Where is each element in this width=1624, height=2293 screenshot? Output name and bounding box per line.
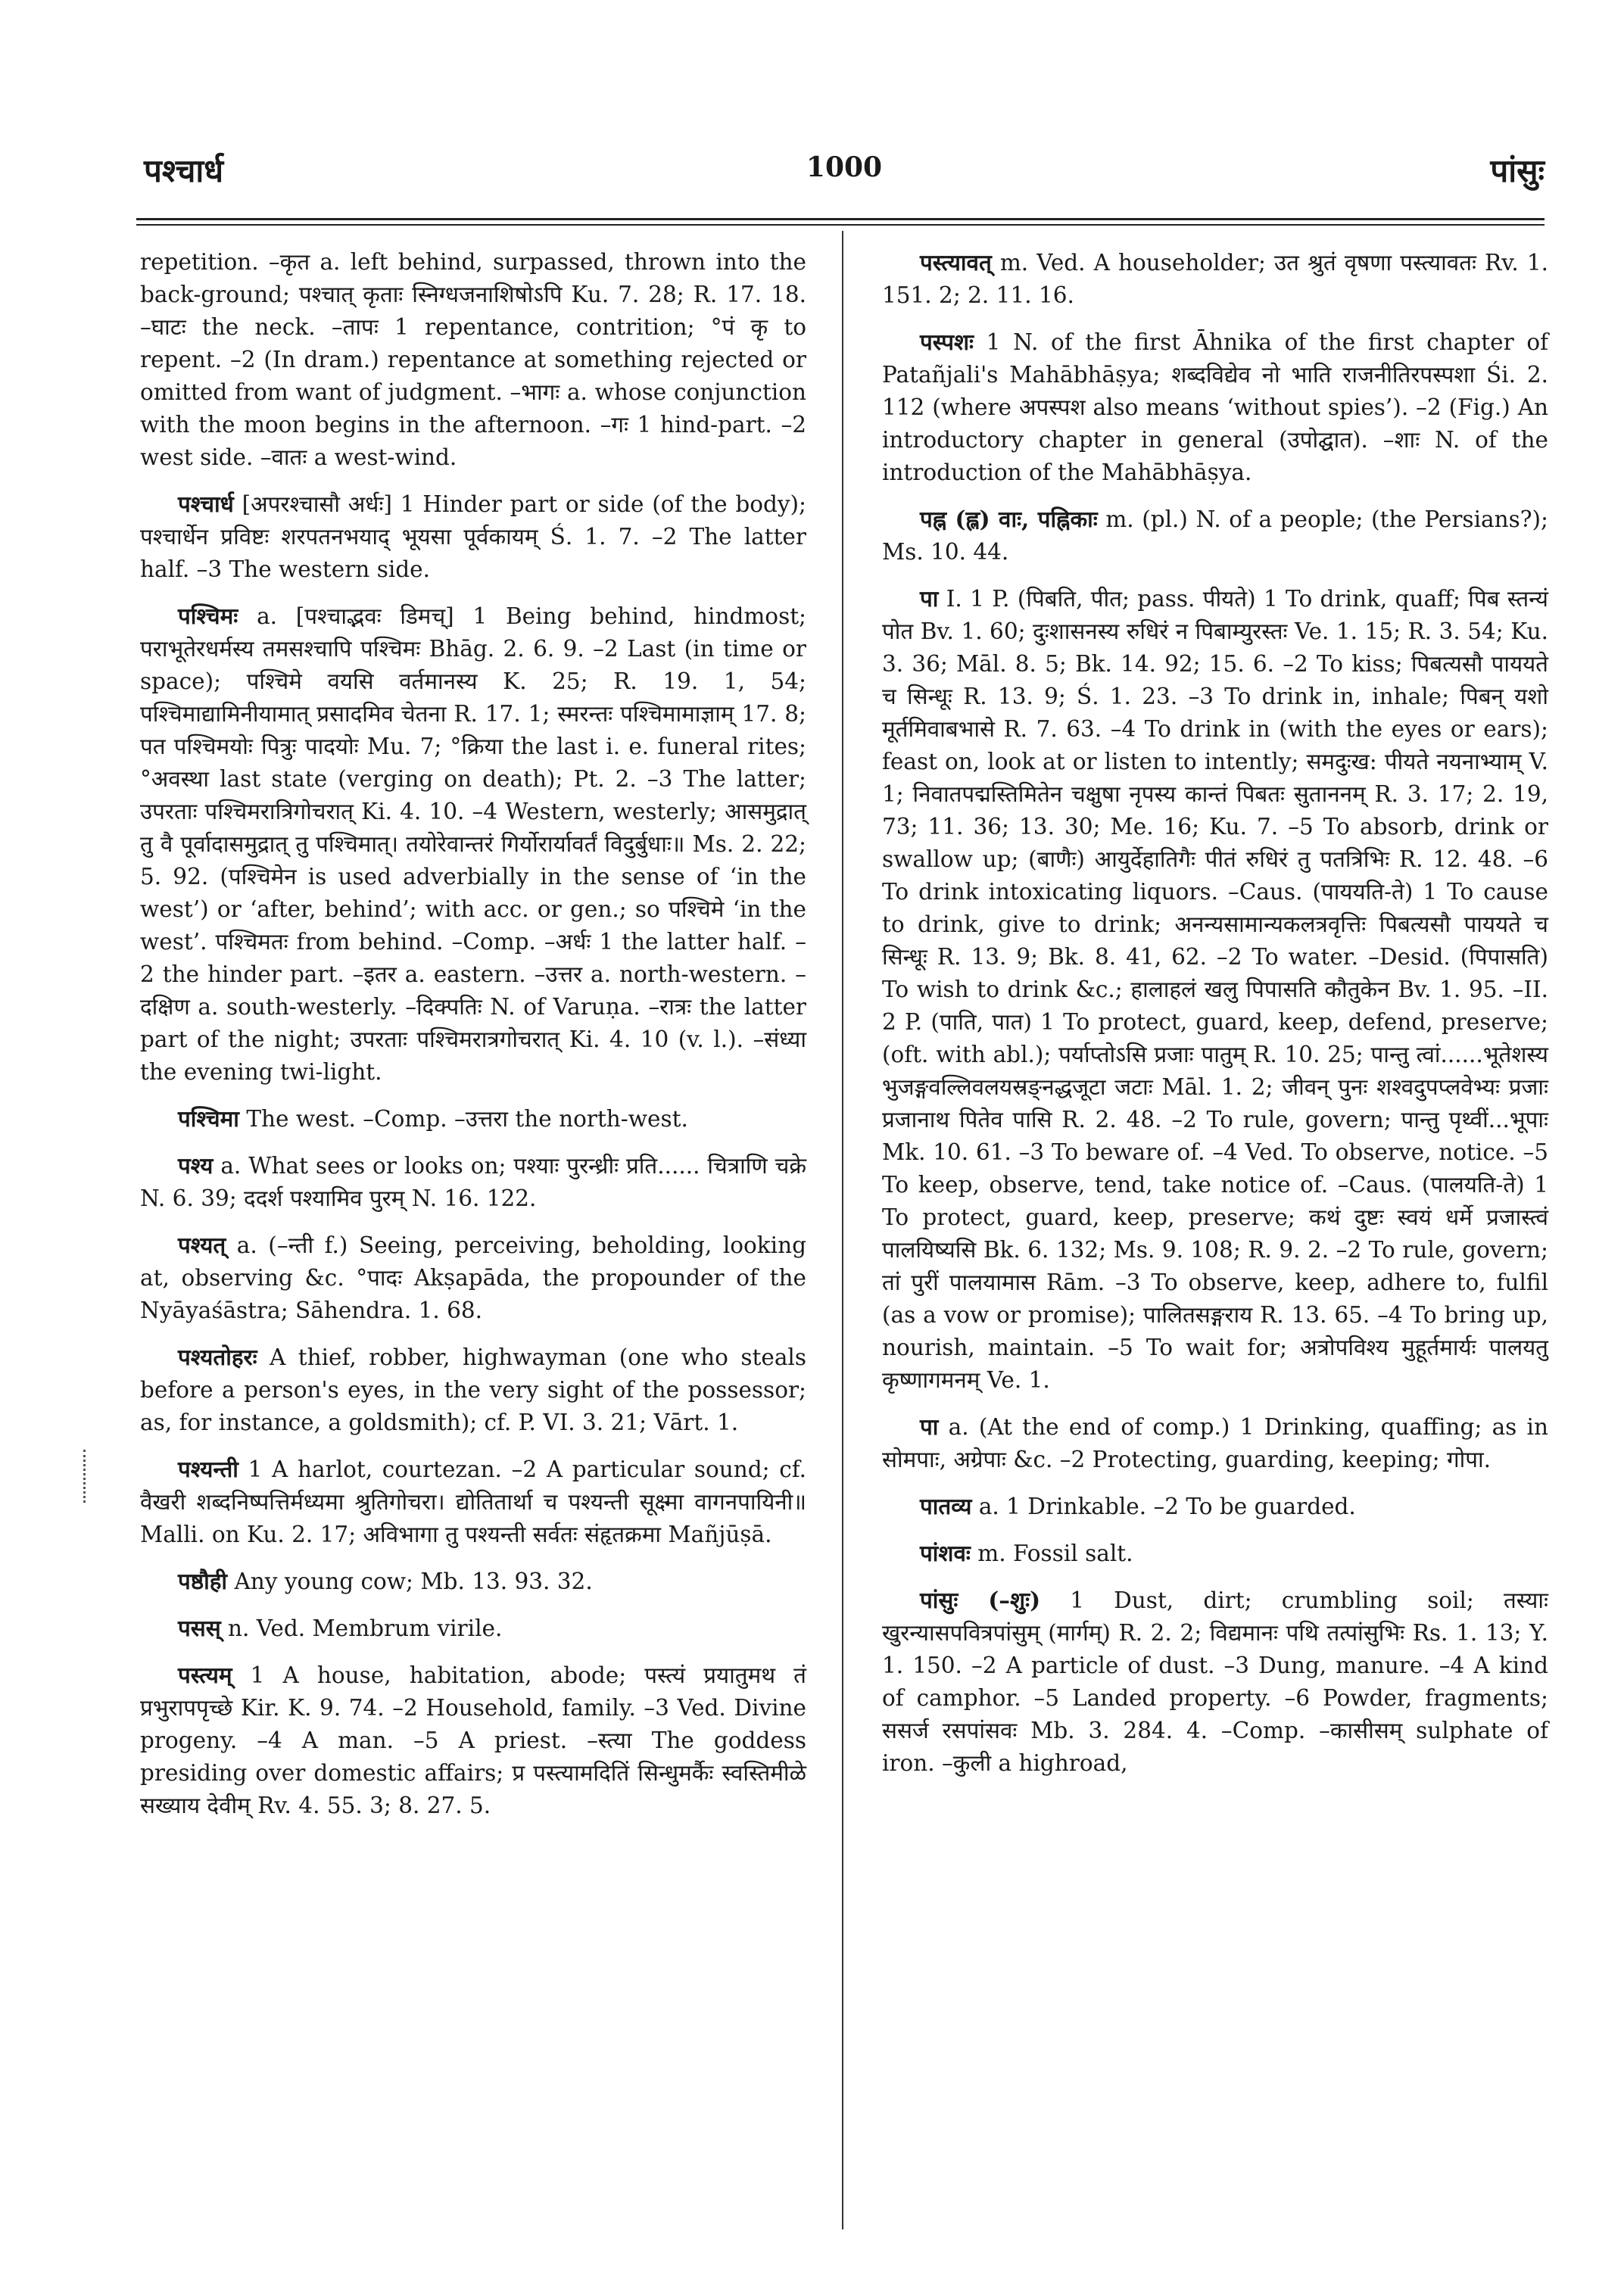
dictionary-entry	[140, 1565, 806, 1598]
entry-definition: A thief, robber, highwayman (one who steals before a person's eyes, in the very sight of the possessor; as, for instance, a goldsmith); cf. P. VI. 3. 21; Vārt. 1.	[140, 1344, 806, 1435]
entry-definition: 1 A harlot, courtezan. –2 A particular sound; cf. वैखरी शब्दनिष्पत्तिर्मध्यमा श्रुतिगोचरा। द्योतितार्था च पश्यन्ती सूक्ष्मा वागनपायिनी॥ Malli. on Ku. 2. 17; अविभागा तु पश्यन्ती सर्वतः संहृतक्रमा Mañjūṣā.	[140, 1456, 806, 1547]
entry-headword: पश्चिमः	[178, 603, 238, 629]
entry-definition: repetition. –कृत a. left behind, surpassed, thrown into the back-ground; पश्चात् कृताः स्निग्धजनाशिषोऽपि Ku. 7. 28; R. 17. 18. –घाटः the neck. –तापः 1 repentance, contrition; °पं कृ to repent. –2 (In dram.) repentance at something rejected or omitted from want of judgment. –भागः a. whose conjunction with the moon begins in the afternoon. –गः 1 hind-part. –2 west side. –वातः a west-wind.	[140, 249, 806, 470]
dictionary-entry	[140, 1149, 806, 1215]
entry-definition: a. 1 Drinkable. –2 To be guarded.	[978, 1494, 1356, 1519]
entry-definition: m. (pl.) N. of a people; (the Persians?); Ms. 10. 44.	[882, 506, 1548, 565]
entry-definition: a. What sees or looks on; पश्याः पुरन्ध्रीः प्रति...... चित्राणि चक्रे N. 6. 39; ददर्श पश्यामिव पुरम् N. 16. 122.	[140, 1153, 806, 1211]
left-column	[140, 246, 806, 1836]
dictionary-entry	[882, 1410, 1548, 1476]
entry-definition: m. Ved. A householder; उत श्रुतं वृषणा पस्त्यावतः Rv. 1. 151. 2; 2. 11. 16.	[882, 250, 1548, 308]
dictionary-entry	[140, 246, 806, 474]
entry-headword: पस्त्यावत्	[920, 249, 992, 276]
entry-headword: पश्चार्ध	[178, 491, 234, 517]
right-column	[882, 246, 1548, 1793]
dictionary-entry	[140, 1612, 806, 1645]
entry-definition: n. Ved. Membrum virile.	[228, 1615, 503, 1641]
entry-definition: Any young cow; Mb. 13. 93. 32.	[234, 1569, 593, 1594]
dictionary-entry	[882, 1584, 1548, 1780]
page-header	[144, 148, 1545, 201]
entry-headword: पा	[920, 585, 939, 612]
dictionary-entry	[882, 326, 1548, 489]
entry-headword: पश्चिमा	[178, 1105, 239, 1132]
entry-headword: पातव्य	[920, 1493, 972, 1519]
header-rule	[136, 218, 1545, 220]
dictionary-entry	[882, 1537, 1548, 1570]
dictionary-entry	[882, 503, 1548, 569]
column-divider	[842, 231, 843, 2229]
dictionary-entry	[140, 1102, 806, 1136]
entry-headword: पश्य	[178, 1152, 214, 1179]
entry-definition: m. Fossil salt.	[977, 1541, 1133, 1566]
entry-headword: पश्यतोहरः	[178, 1344, 257, 1370]
margin-marks	[83, 1450, 90, 1503]
entry-definition: a. (At the end of comp.) 1 Drinking, quaffing; as in सोमपाः, अग्रेपाः &c. –2 Protecting, guarding, keeping; गोपा.	[882, 1414, 1548, 1472]
entry-definition: a. [पश्चाद्भवः डिमच्] 1 Being behind, hindmost; पराभूतेरधर्मस्य तमसश्चापि पश्चिमः Bhāg. 2. 6. 9. –2 Last (in time or space); पश्चिमे वयसि वर्तमानस्य K. 25; R. 19. 1, 54; पश्चिमाद्यामिनीयामात् प्रसादमिव चेतना R. 17. 1; स्मरन्तः पश्चिमामाज्ञाम् 17. 8; पत पश्चिमयोः पित्रुः पादयोः Mu. 7; °क्रिया the last i. e. funeral rites; °अवस्था last state (verging on death); Pt. 2. –3 The latter; उपरताः पश्चिमरात्रिगोचरात् Ki. 4. 10. –4 Western, westerly; आसमुद्रात् तु वै पूर्वादासमुद्रात् तु पश्चिमात्। तयोरेवान्तरं गिर्योरार्यावर्तं विदुर्बुधाः॥ Ms. 2. 22; 5. 92. (पश्चिमेन is used adverbially in the sense of ‘in the west’) or ‘after, behind’; with acc. or gen.; so पश्चिमे ‘in the west’. पश्चिमतः from behind. –Comp. –अर्धः 1 the latter half. –2 the hinder part. –इतर a. eastern. –उत्तर a. north-western. –दक्षिण a. south-westerly. –दिक्पतिः N. of Varuṇa. –रात्रः the latter part of the night; उपरताः पश्चिमरात्रगोचरात् Ki. 4. 10 (v. l.). –संध्या the evening twi-light.	[140, 603, 806, 1085]
dictionary-entry	[140, 1229, 806, 1327]
dictionary-entry	[882, 1490, 1548, 1523]
right-guide-word: पांसुः	[1490, 152, 1545, 189]
dictionary-entry	[140, 488, 806, 586]
entry-definition: I. 1 P. (पिबति, पीत; pass. पीयते) 1 To drink, quaff; पिब स्तन्यं पोत Bv. 1. 60; दुःशासनस्य रुधिरं न पिबाम्युरस्तः Ve. 1. 15; R. 3. 54; Ku. 3. 36; Māl. 8. 5; Bk. 14. 92; 15. 6. –2 To kiss; पिबत्यसौ पाययते च सिन्धूः R. 13. 9; Ś. 1. 23. –3 To drink in, inhale; पिबन् यशो मूर्तमिवाबभासे R. 7. 63. –4 To drink in (with the eyes or ears); feast on, look at or listen to intently; समदुःख: पीयते नयनाभ्याम् V. 1; निवातपद्मस्तिमितेन चक्षुषा नृपस्य कान्तं पिबतः सुताननम् R. 3. 17; 2. 19, 73; 11. 36; 13. 30; Me. 16; Ku. 7. –5 To absorb, drink or swallow up; (बाणैः) आयुर्देहातिगैः पीतं रुधिरं तु पतत्रिभिः R. 12. 48. –6 To drink intoxicating liquors. –Caus. (पाययति-ते) 1 To cause to drink, give to drink; अनन्यसामान्यकलत्रवृत्तिः पिबत्यसौ पाययते च सिन्धूः R. 13. 9; Bk. 8. 41, 62. –2 To water. –Desid. (पिपासति) To wish to drink &c.; हालाहलं खलु पिपासति कौतुकेन Bv. 1. 95. –II. 2 P. (पाति, पात) 1 To protect, guard, keep, defend, preserve; (oft. with abl.); पर्याप्तोऽसि प्रजाः पातुम् R. 10. 25; पान्तु त्वां......भूतेशस्य भुजङ्गवल्लिवलयस्रङ्नद्धजूटा जटाः Māl. 1. 2; जीवन् पुनः शश्वदुपप्लवेभ्यः प्रजाः प्रजानाथ पितेव पासि R. 2. 48. –2 To rule, govern; पान्तु पृथ्वीं...भूपाः Mk. 10. 61. –3 To beware of. –4 Ved. To observe, notice. –5 To keep, observe, tend, take notice of. –Caus. (पालयति-ते) 1 To protect, guard, keep, preserve; कथं दुष्टः स्वयं धर्मे प्रजास्त्वं पालयिष्यसि Bk. 6. 132; Ms. 9. 108; R. 9. 2. –2 To rule, govern; तां पुरीं पालयामास Rām. –3 To observe, keep, adhere to, fulfil (as a vow or promise); पालितसङ्गराय R. 13. 65. –4 To bring up, nourish, maintain. –5 To wait for; अत्रोपविश्य मुहूर्तमार्यः पालयतु कृष्णागमनम् Ve. 1.	[882, 586, 1548, 1393]
entry-headword: पस्पशः	[920, 329, 974, 355]
dictionary-entry	[140, 600, 806, 1089]
entry-definition: The west. –Comp. –उत्तरा the north-west.	[246, 1106, 688, 1132]
entry-headword: पश्यत्	[178, 1232, 226, 1258]
dictionary-entry	[140, 1659, 806, 1822]
entry-definition: a. (–न्ती f.) Seeing, perceiving, beholding, looking at, observing &c. °पादः Akṣapāda, the propounder of the Nyāyaśāstra; Sāhendra. 1. 68.	[140, 1232, 806, 1323]
entry-headword: पस्त्यम्	[178, 1662, 232, 1688]
dictionary-entry	[882, 582, 1548, 1397]
page-number: 1000	[806, 151, 883, 183]
entry-headword: पा	[920, 1413, 939, 1440]
entry-definition: 1 A house, habitation, abode; पस्त्यं प्रयातुमथ तं प्रभुरापपृच्छे Kir. K. 9. 74. –2 Household, family. –3 Ved. Divine progeny. –4 A man. –5 A priest. –स्त्या The goddess presiding over domestic affairs; प्र पस्त्यामदितिं सिन्धुमर्कैः स्वस्तिमीळे सख्याय देवीम् Rv. 4. 55. 3; 8. 27. 5.	[140, 1662, 806, 1818]
entry-headword: पसस्	[178, 1615, 221, 1641]
entry-definition: 1 Dust, dirt; crumbling soil; तस्याः खुरन्यासपवित्रपांसुम् (मार्गम्) R. 2. 2; विद्यमानः पथि तत्पांसुभिः Rs. 1. 13; Y. 1. 150. –2 A particle of dust. –3 Dung, manure. –4 A kind of camphor. –5 Landed property. –6 Powder, fragments; ससर्ज रसपांसवः Mb. 3. 284. 4. –Comp. –कासीसम् sulphate of iron. –कुली a highroad,	[882, 1587, 1548, 1776]
dictionary-entry	[140, 1453, 806, 1551]
entry-headword: पष्ठौही	[178, 1568, 228, 1594]
entry-headword: पांसुः (–शुः)	[920, 1587, 1041, 1613]
header-rule-thin	[136, 224, 1545, 226]
left-guide-word: पश्चार्ध	[144, 152, 224, 189]
dictionary-entry	[882, 246, 1548, 312]
entry-definition: [अपरश्चासौ अर्धः] 1 Hinder part or side (of the body); पश्चार्धेन प्रविष्टः शरपतनभयाद् भूयसा पूर्वकायम् Ś. 1. 7. –2 The latter half. –3 The western side.	[140, 491, 806, 582]
entry-headword: पांशवः	[920, 1540, 971, 1566]
entry-headword: पह्न (ह्ल) वाः, पह्निकाः	[920, 506, 1098, 532]
entry-definition: 1 N. of the first Āhnika of the first chapter of Patañjali's Mahābhāṣya; शब्दविद्येव नो भाति राजनीतिरपस्पशा Śi. 2. 112 (where अपस्पश also means ‘without spies’). –2 (Fig.) An introductory chapter in general (उपोद्घात). –शाः N. of the introduction of the Mahābhāṣya.	[882, 329, 1548, 485]
dictionary-entry	[140, 1341, 806, 1439]
entry-headword: पश्यन्ती	[178, 1456, 238, 1482]
